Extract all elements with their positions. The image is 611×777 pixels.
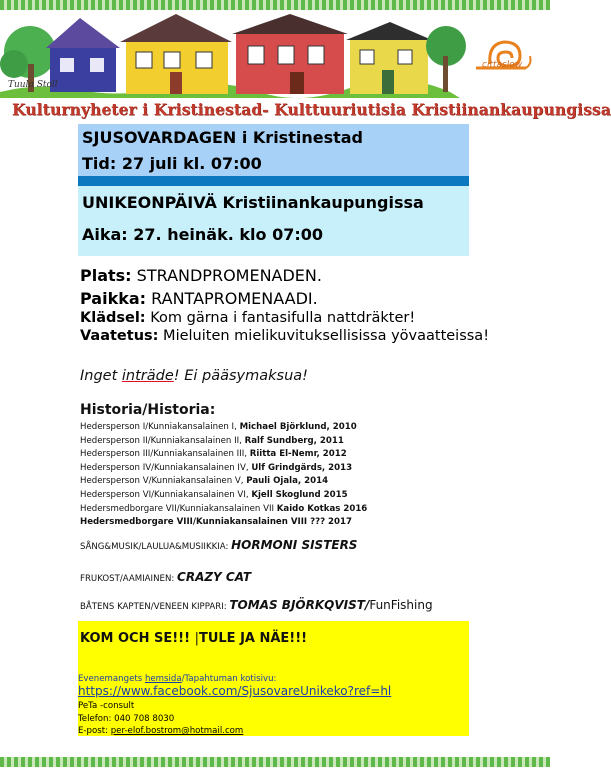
credit-captain [80,598,433,612]
history-item: Hedersperson VI/Kunniakansalainen VI, Kjell Skoglund 2015 [80,489,348,500]
credit-breakfast [80,570,251,584]
history-item: Hedersperson III/Kunniakansalainen III, Riitta El-Nemr, 2012 [80,449,347,460]
evene-text-1: Evenemangets [78,674,145,684]
phone-number: Telefon: 040 708 8030 [78,714,175,724]
come-and-see-heading [80,631,307,646]
cittaslow-logo-text: cittaslow [482,60,523,70]
email-line [78,726,243,736]
tule-text: TULE JA NÄE!!! [198,631,308,646]
history-list [80,421,367,530]
captain-suffix: FunFishing [369,598,433,612]
facebook-link[interactable]: https://www.facebook.com/SjusovareUnikeko?ref=hl [78,684,392,698]
credit-music [80,538,357,552]
evene-text-2: /Tapahtuman kotisivu: [181,674,277,684]
history-item: Hedersperson I/Kunniakansalainen I, Michael Björklund, 2010 [80,422,357,432]
entry-fee-note [80,368,308,384]
breakfast-label: FRUKOST/AAMIAINEN: [80,574,178,584]
event-homepage-label [78,674,276,684]
homepage-link[interactable]: hemsida [144,674,182,684]
event-block-finnish [78,186,469,256]
banner-title: Kulturnyheter i Kristinestad- Kulttuuriutisia Kristiinankaupungissa [12,100,611,119]
captain-label: BÅTENS KAPTEN/VENEEN KIPPARI: [80,602,230,612]
event-title-finnish: UNIKEONPÄIVÄ Kristiinankaupungissa [82,193,424,212]
kladsel-value: Kom gärna i fantasifulla nattdräkter! [145,310,416,326]
music-label: SÅNG&MUSIK/LAULUA&MUSIIKKIA: [80,542,232,552]
kom-text: KOM OCH SE!!! [80,631,195,646]
history-item: Hedersperson II/Kunniakansalainen II, Ralf Sundberg, 2011 [80,435,344,446]
location-swedish [80,266,322,285]
email-link[interactable]: per-elof.bostrom@hotmail.com [110,726,244,736]
event-block-swedish [78,124,469,176]
dresscode-swedish [80,310,415,326]
captain-value: TOMAS BJÖRKQVIST/ [229,598,370,612]
paikka-label: Paikka: [80,289,147,308]
bottom-border-stripe [0,757,550,767]
plats-label: Plats: [80,266,132,285]
history-heading: Historia/Historia: [80,402,216,418]
paikka-value: RANTAPROMENAADI. [146,289,318,308]
dresscode-finnish [80,328,489,344]
event-title-swedish: SJUSOVARDAGEN i Kristinestad [82,128,363,147]
vaatetus-label: Vaatetus: [80,328,159,344]
history-item: Hedersmedborgare VIII/Kunniakansalainen VIII ??? 2017 [80,517,352,528]
plats-value: STRANDPROMENADEN. [131,266,322,285]
contact-box [78,621,469,736]
text-cursor: | [194,631,199,646]
history-item: Hedersmedborgare VII/Kunniakansalainen VII Kaido Kotkas 2016 [80,503,368,514]
entry-text-3: ! Ei pääsymaksua! [173,368,308,384]
vaatetus-value: Mieluiten mielikuvituksellisissa yövaatteissa! [158,328,490,344]
breakfast-value: CRAZY CAT [177,570,252,584]
history-item: Hedersperson V/Kunniakansalainen V, Pauli Ojala, 2014 [80,476,329,487]
top-border-stripe [0,0,550,10]
location-finnish [80,289,318,308]
entry-text-2: inträde [121,368,174,384]
event-time-swedish: Tid: 27 juli kl. 07:00 [82,154,262,173]
block-divider [78,176,469,186]
music-value: HORMONI SISTERS [231,538,358,552]
organizer-name: PeTa -consult [78,701,135,711]
email-label: E-post: [78,726,111,736]
entry-text-1: Inget [80,368,122,384]
artist-signature: Tuula Stoll [8,80,58,90]
kladsel-label: Klädsel: [80,310,146,326]
cittaslow-snail-logo [466,30,542,82]
event-time-finnish: Aika: 27. heinäk. klo 07:00 [82,225,324,244]
history-item: Hedersperson IV/Kunniakansalainen IV, Ulf Grindgärds, 2013 [80,462,353,473]
